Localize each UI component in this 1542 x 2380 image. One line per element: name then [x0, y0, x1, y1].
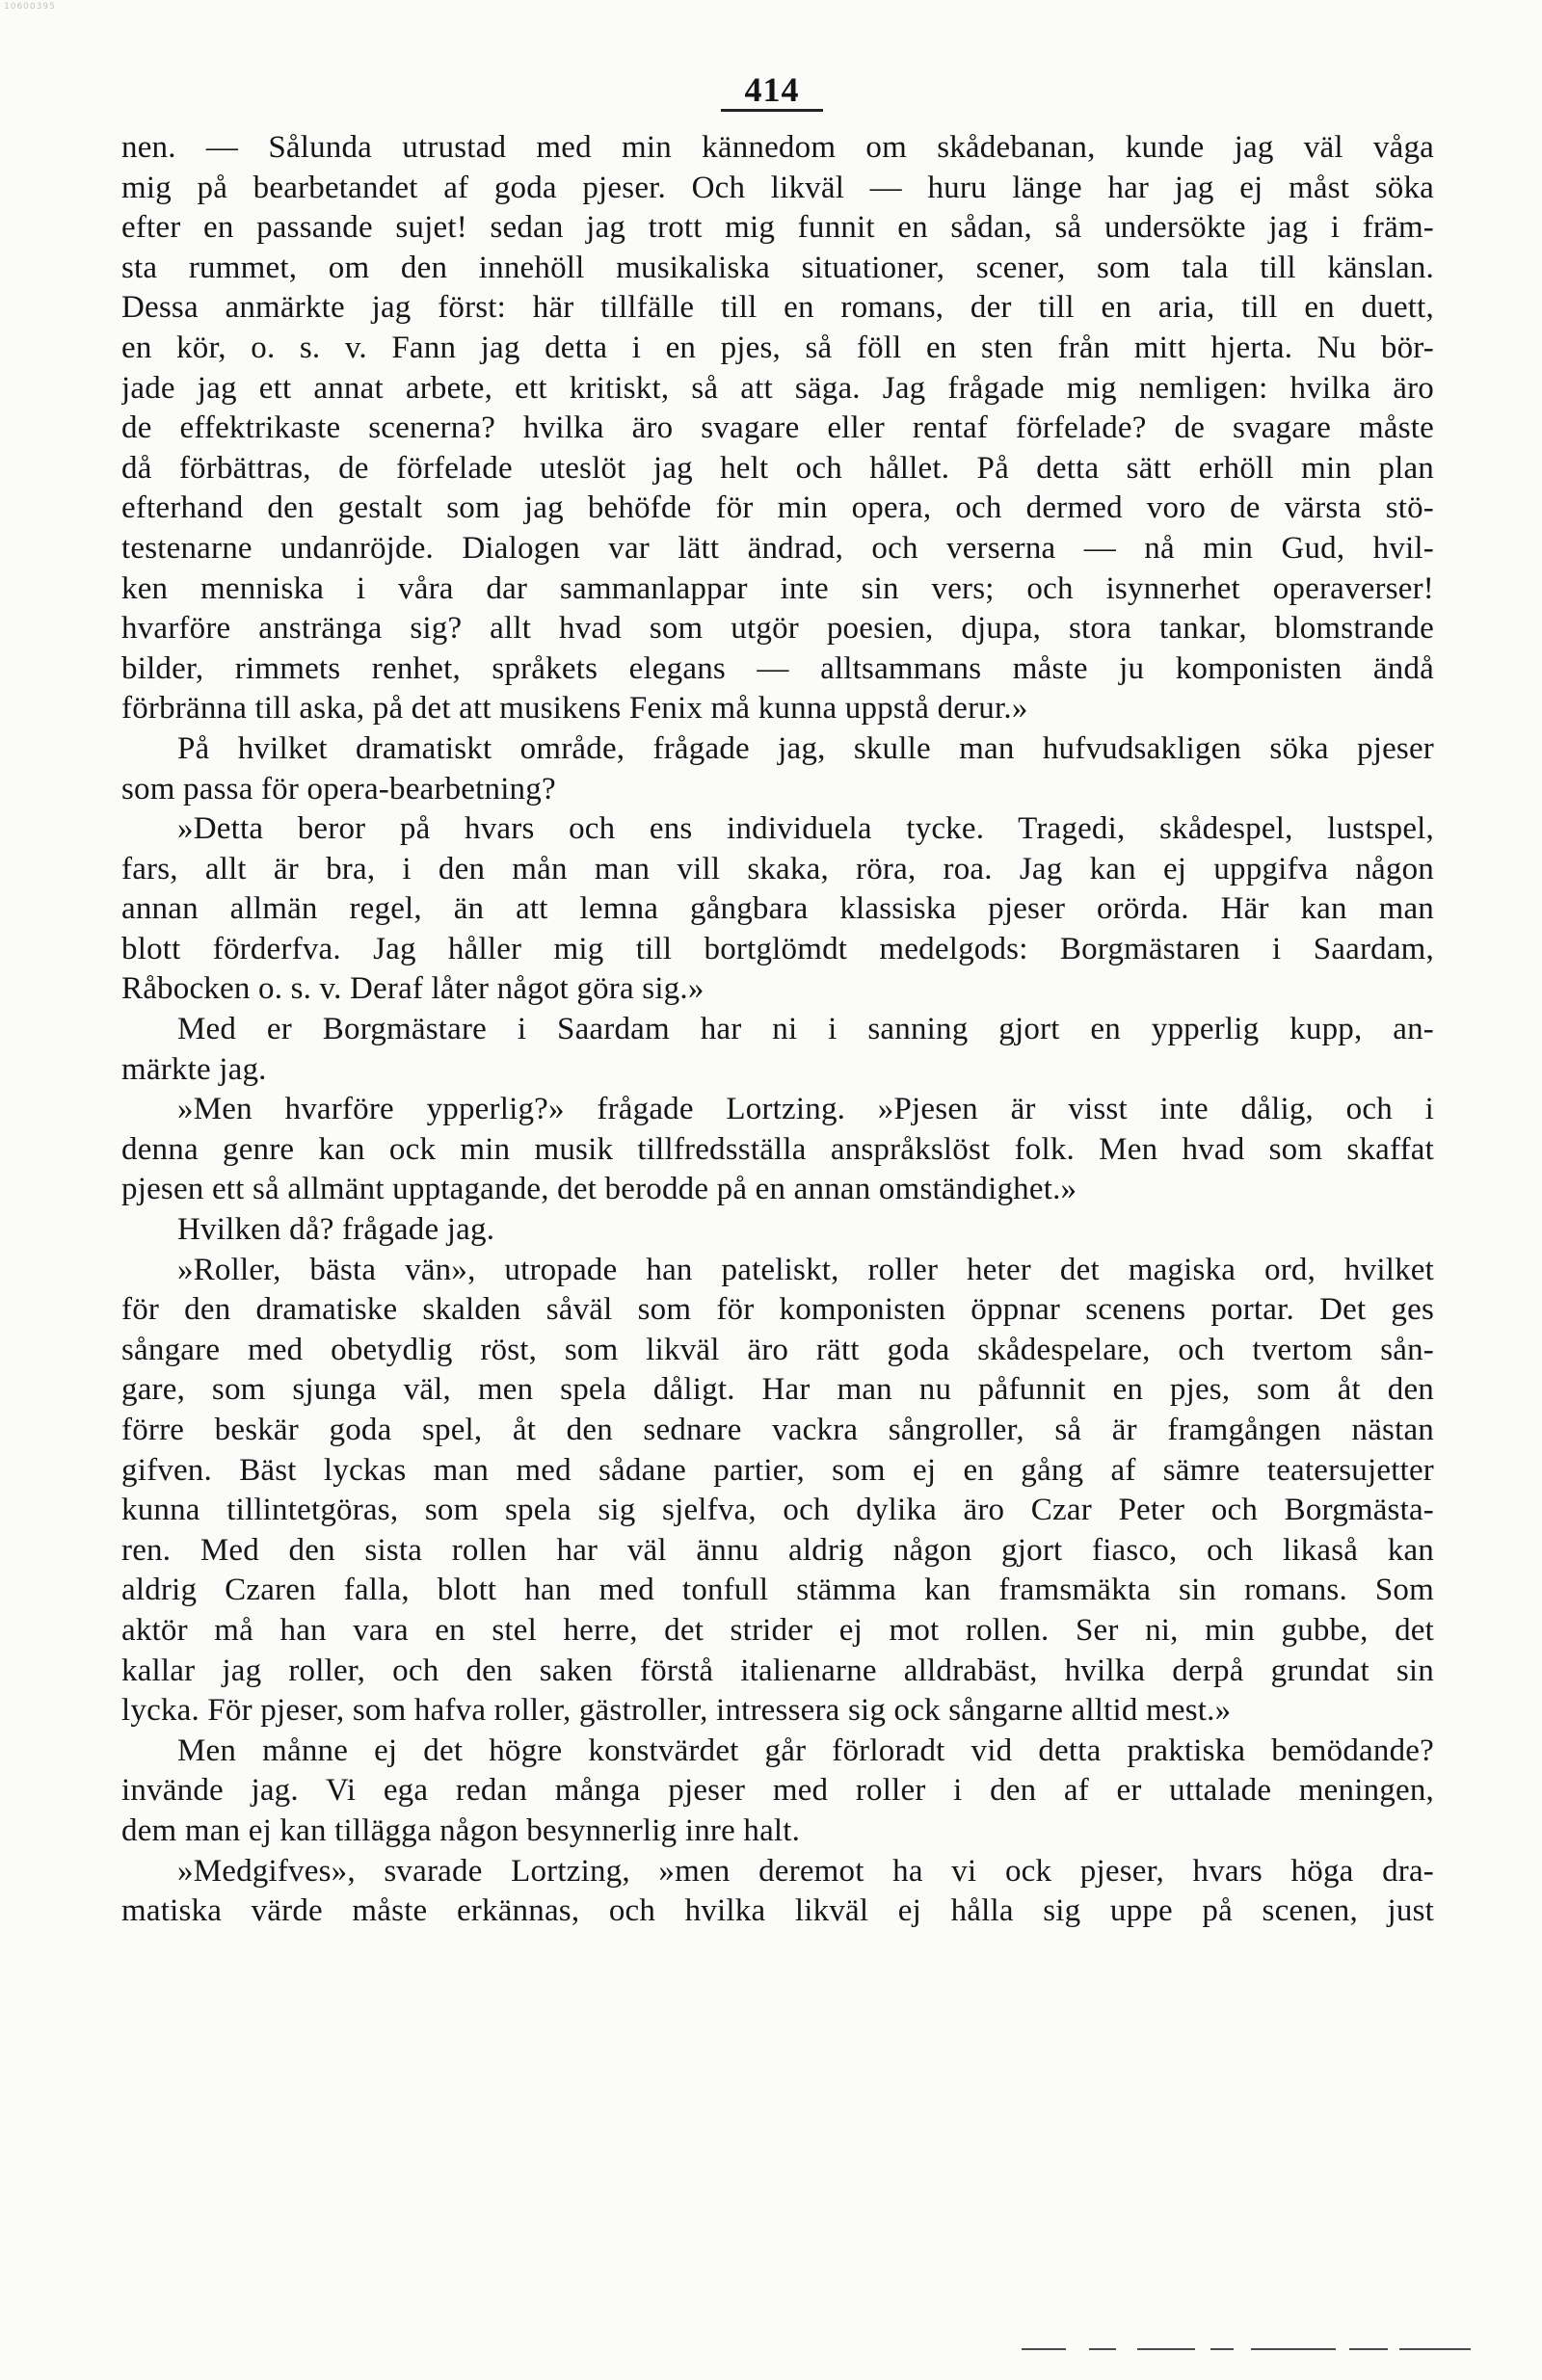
- text-line: sta rummet, om den innehöll musikaliska situationer, scener, som tala till känslan.: [121, 250, 1434, 285]
- text-line: nen. — Sålunda utrustad med min kännedom om skådebanan, kunde jag väl våga: [121, 130, 1434, 165]
- body-text: [121, 128, 1434, 1932]
- text-line: bilder, rimmets renhet, språkets elegans — alltsammans måste ju komponisten ändå: [121, 650, 1434, 686]
- text-line: hvarföre anstränga sig? allt hvad som utgör poesien, djupa, stora tankar, blomstrande: [121, 611, 1434, 647]
- text-line: gare, som sjunga väl, men spela dåligt. Har man nu påfunnit en pjes, som åt den: [121, 1372, 1434, 1408]
- text-line: »Men hvarföre ypperlig?» frågade Lortzing. »Pjesen är visst inte dålig, och i: [177, 1092, 1434, 1127]
- text-line: lycka. För pjeser, som hafva roller, gästroller, intressera sig ock sångarne alltid mest.»: [121, 1693, 1232, 1729]
- text-line: kallar jag roller, och den saken förstå italienarne alldrabäst, hvilka derpå grundat sin: [121, 1653, 1434, 1688]
- text-line: ren. Med den sista rollen har väl ännu aldrig någon gjort fiasco, och likaså kan: [121, 1532, 1434, 1568]
- text-line: Dessa anmärkte jag först: här tillfälle till en romans, der till en aria, till en duett,: [121, 290, 1434, 326]
- text-line: »Detta beror på hvars och ens individuela tycke. Tragedi, skådespel, lustspel,: [177, 811, 1434, 847]
- text-line: aktör må han vara en stel herre, det strider ej mot rollen. Ser ni, min gubbe, det: [121, 1612, 1434, 1648]
- text-line: På hvilket dramatiskt område, frågade jag, skulle man hufvudsakligen söka pjeser: [177, 730, 1434, 766]
- text-line: kunna tillintetgöras, som spela sig sjelfva, och dylika äro Czar Peter och Borgmästa-: [121, 1493, 1434, 1528]
- text-line: Hvilken då? frågade jag.: [177, 1212, 495, 1248]
- text-line: fars, allt är bra, i den mån man vill skaka, röra, roa. Jag kan ej uppgifva någon: [121, 851, 1434, 886]
- text-line: dem man ej kan tillägga någon besynnerlig inre halt.: [121, 1812, 801, 1848]
- text-line: märkte jag.: [121, 1051, 267, 1087]
- text-line: ken menniska i våra dar sammanlappar inte sin vers; och isynnerhet operaverser!: [121, 570, 1434, 606]
- text-line: invände jag. Vi ega redan många pjeser med roller i den af er uttalade meningen,: [121, 1773, 1434, 1809]
- text-line: som passa för opera-bearbetning?: [121, 771, 556, 807]
- text-line: matiska värde måste erkännas, och hvilka likväl ej hålla sig uppe på scenen, just: [121, 1893, 1434, 1929]
- text-line: Men månne ej det högre konstvärdet går förloradt vid detta praktiska bemödande?: [177, 1732, 1434, 1768]
- text-line: annan allmän regel, än att lemna gångbara klassiska pjeser orörda. Här kan man: [121, 891, 1434, 927]
- text-line: då förbättras, de förfelade uteslöt jag helt och hållet. På detta sätt erhöll min plan: [121, 450, 1434, 486]
- text-line: förre beskär goda spel, åt den sednare vackra sångroller, så är framgången nästan: [121, 1413, 1434, 1447]
- text-line: jade jag ett annat arbete, ett kritiskt, så att säga. Jag frågade mig nemligen: hvilka äro: [121, 370, 1434, 406]
- text-line: sångare med obetydlig röst, som likväl äro rätt goda skådespelare, och tvertom sån-: [121, 1332, 1434, 1367]
- text-line: Med er Borgmästare i Saardam har ni i sanning gjort en ypperlig kupp, an-: [177, 1012, 1434, 1047]
- text-line: blott förderfva. Jag håller mig till bortglömdt medelgods: Borgmästaren i Saardam,: [121, 931, 1434, 966]
- text-line: testenarne undanröjde. Dialogen var lätt ändrad, och verserna — nå min Gud, hvil-: [121, 530, 1434, 566]
- text-line: gifven. Bäst lyckas man med sådane partier, som ej en gång af sämre teatersujetter: [121, 1452, 1434, 1488]
- scan-id-label: 10600395: [4, 2, 56, 12]
- text-line: »Medgifves», svarade Lortzing, »men deremot ha vi ock pjeser, hvars höga dra-: [177, 1853, 1434, 1889]
- page-number-rule: [721, 109, 823, 112]
- text-line: denna genre kan ock min musik tillfredsställa anspråkslöst folk. Men hvad som skaffat: [121, 1131, 1434, 1167]
- scan-edge-marks: [1022, 2343, 1475, 2357]
- text-line: mig på bearbetandet af goda pjeser. Och likväl — huru länge har jag ej måst söka: [121, 170, 1434, 205]
- text-line: pjesen ett så allmänt upptagande, det berodde på en annan omständighet.»: [121, 1172, 1077, 1207]
- text-line: förbränna till aska, på det att musikens Fenix må kunna uppstå derur.»: [121, 691, 1028, 727]
- page-number: 414: [744, 70, 800, 109]
- text-line: för den dramatiske skalden såväl som för komponisten öppnar scenens portar. Det ges: [121, 1292, 1434, 1328]
- text-line: de effektrikaste scenerna? hvilka äro svagare eller rentaf förfelade? de svagare måste: [121, 410, 1434, 446]
- text-line: aldrig Czaren falla, blott han med tonfull stämma kan framsmäkta sin romans. Som: [121, 1573, 1434, 1608]
- text-line: en kör, o. s. v. Fann jag detta i en pjes, så föll en sten från mitt hjerta. Nu bör-: [121, 330, 1434, 365]
- text-line: efter en passande sujet! sedan jag trott mig funnit en sådan, så undersökte jag i främ-: [121, 210, 1434, 246]
- text-line: efterhand den gestalt som jag behöfde för min opera, och dermed voro de värsta stö-: [121, 490, 1434, 526]
- text-line: Råbocken o. s. v. Deraf låter något göra sig.»: [121, 971, 705, 1007]
- text-line: »Roller, bästa vän», utropade han pateliskt, roller heter det magiska ord, hvilket: [177, 1252, 1434, 1287]
